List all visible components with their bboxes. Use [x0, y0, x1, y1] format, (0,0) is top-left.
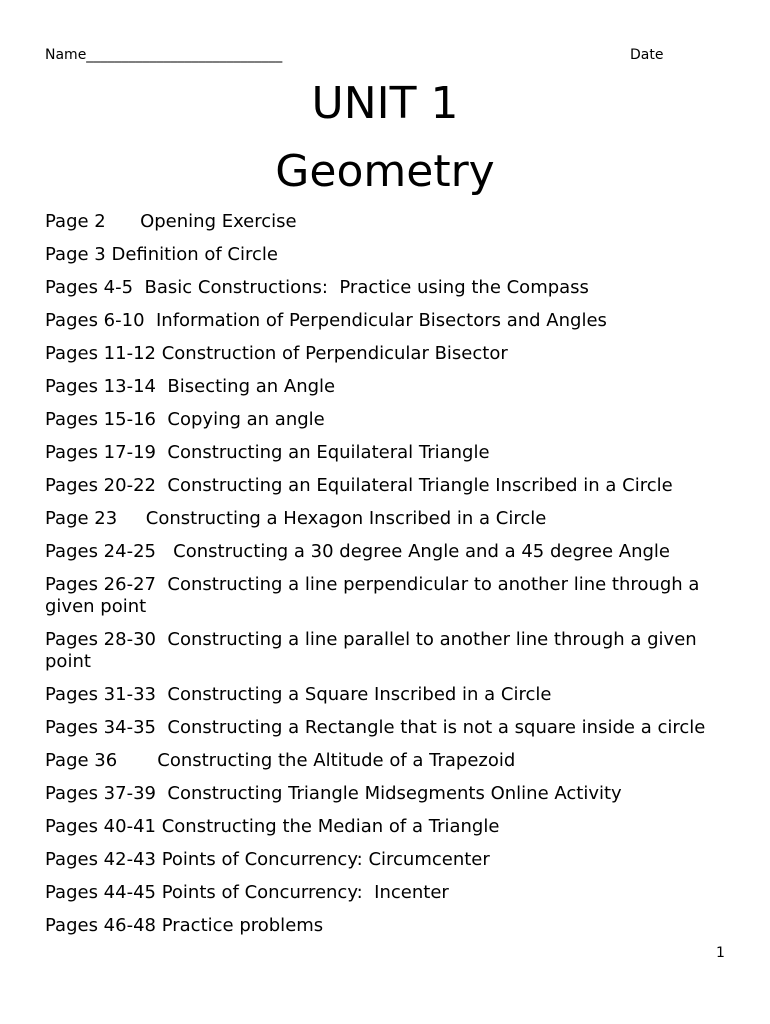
- toc-item: Pages 20-22 Constructing an Equilateral Triangle Inscribed in a Circle: [45, 475, 673, 496]
- toc-item: Pages 17-19 Constructing an Equilateral Triangle: [45, 442, 490, 463]
- toc-item: Page 23 Constructing a Hexagon Inscribed in a Circle: [45, 508, 547, 529]
- toc-item: Pages 40-41 Constructing the Median of a Triangle: [45, 816, 500, 837]
- toc-item: Pages 46-48 Practice problems: [45, 915, 324, 936]
- name-field-label: Name____________________________: [45, 47, 283, 63]
- toc-item: Pages 4-5 Basic Constructions: Practice using the Compass: [45, 277, 589, 298]
- toc-item: Pages 13-14 Bisecting an Angle: [45, 376, 336, 397]
- toc-item: Pages 34-35 Constructing a Rectangle that is not a square inside a circle: [45, 717, 706, 738]
- toc-item: Page 36 Constructing the Altitude of a Trapezoid: [45, 750, 516, 771]
- toc-item: Pages 24-25 Constructing a 30 degree Angle and a 45 degree Angle: [45, 541, 670, 562]
- toc-item: Pages 37-39 Constructing Triangle Midsegments Online Activity: [45, 783, 622, 804]
- toc-item: Pages 6-10 Information of Perpendicular Bisectors and Angles: [45, 310, 607, 331]
- unit-title: UNIT 1: [311, 78, 459, 129]
- toc-item: Pages 15-16 Copying an angle: [45, 409, 325, 430]
- date-field-label: Date: [630, 47, 664, 63]
- toc-item: Pages 44-45 Points of Concurrency: Incenter: [45, 882, 449, 903]
- subject-title: Geometry: [275, 146, 495, 197]
- toc-item: Pages 26-27 Constructing a line perpendicular to another line through a given point: [45, 574, 706, 617]
- toc-item: Pages 11-12 Construction of Perpendicular Bisector: [45, 343, 508, 364]
- table-of-contents: [45, 211, 735, 948]
- toc-item: Pages 42-43 Points of Concurrency: Circumcenter: [45, 849, 490, 870]
- page-number: 1: [716, 945, 725, 961]
- toc-item: Page 3 Definition of Circle: [45, 244, 278, 265]
- toc-item: Page 2 Opening Exercise: [45, 211, 297, 232]
- toc-item: Pages 31-33 Constructing a Square Inscribed in a Circle: [45, 684, 552, 705]
- toc-item: Pages 28-30 Constructing a line parallel to another line through a given point: [45, 629, 703, 672]
